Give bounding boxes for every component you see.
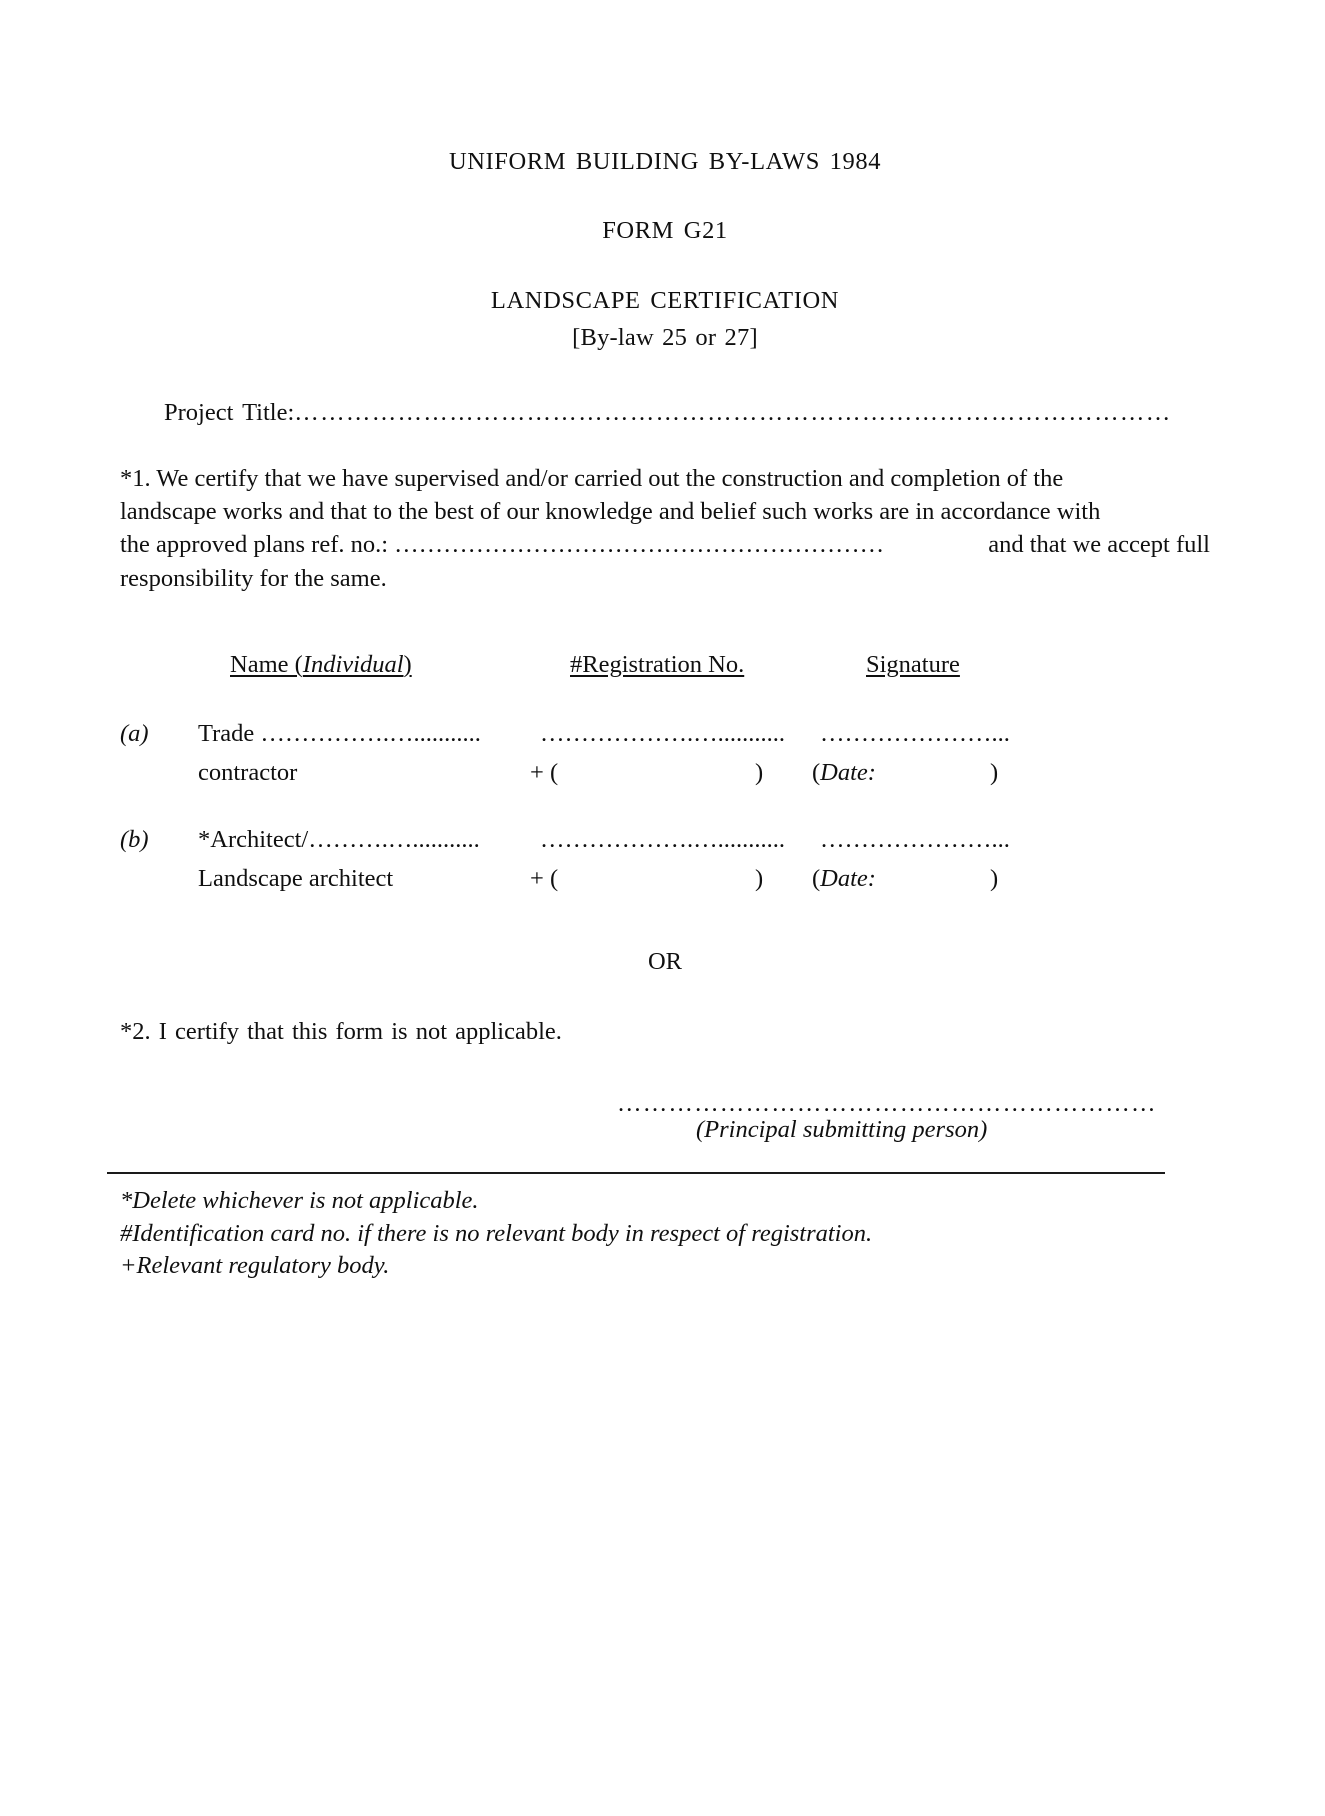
row-a-date-italic: Date: [820, 758, 876, 786]
row-b-date-label [812, 865, 876, 893]
bylaw-reference: [By-law 25 or 27] [572, 323, 758, 351]
footnote-delete: *Delete whichever is not applicable. [120, 1186, 479, 1214]
document-heading-block [120, 148, 1210, 352]
certification-table-header [120, 651, 1210, 683]
row-marker-b: (b) [120, 825, 149, 853]
project-title-label: Project Title: [164, 398, 295, 426]
clause-1-line-1: *1. We certify that we have supervised and/or carried out the construction and completion of the [120, 464, 1064, 492]
column-header-name [230, 651, 412, 679]
row-b-date-open: ( [812, 864, 821, 892]
principal-signature-label: (Principal submitting person) [696, 1115, 988, 1143]
or-separator: OR [647, 947, 683, 975]
clause-1-line-3 [120, 528, 1210, 561]
clause-1-line-2: landscape works and that to the best of our knowledge and belief such works are in accordance with [120, 498, 1101, 525]
form-title: LANDSCAPE CERTIFICATION [490, 287, 840, 315]
row-a-date-label [812, 759, 876, 787]
act-title: UNIFORM BUILDING BY-LAWS 1984 [448, 148, 882, 175]
form-number: FORM G21 [602, 217, 728, 245]
table-row [120, 720, 1210, 798]
footnote-list [120, 1185, 1210, 1283]
approved-plans-ref-field[interactable]: the approved plans ref. no.: …………………………………………………… [120, 531, 885, 559]
row-a-registration-body-open[interactable]: + ( [530, 758, 559, 786]
column-header-name-italic: Individual [302, 650, 404, 678]
column-header-name-text: Name ( [230, 650, 303, 678]
footnote-identification-card: #Identification card no. if there is no relevant body in respect of registration. [120, 1219, 873, 1247]
footnote-divider [107, 1172, 1165, 1174]
row-b-registration-body-open[interactable]: + ( [530, 864, 559, 892]
principal-signature-field[interactable]: ……………………………………………………… [617, 1089, 1157, 1117]
clause-1-paragraph [120, 462, 1210, 595]
row-b-date-close: ) [990, 864, 999, 892]
column-header-name-close: ) [403, 650, 412, 678]
clause-2-paragraph: *2. I certify that this form is not applicable. [120, 1017, 562, 1045]
row-b-signature-field[interactable]: …………………... [820, 825, 1010, 853]
column-header-signature: Signature [866, 650, 960, 678]
row-a-date-close: ) [990, 758, 999, 786]
row-a-signature-field[interactable]: …………………... [820, 719, 1010, 747]
document-body [120, 0, 1210, 1283]
row-b-name-field[interactable]: *Architect/……….…........... [198, 825, 480, 853]
row-a-name-field[interactable]: Trade …………….…........... [198, 719, 481, 747]
row-a-registration-field[interactable]: ……………….…........... [540, 719, 785, 747]
row-marker-a: (a) [120, 719, 149, 747]
column-header-registration: #Registration No. [570, 650, 745, 678]
project-title-field[interactable]: ………………………………………………………………………………………… [294, 398, 1172, 426]
row-a-name-role: contractor [198, 758, 298, 786]
principal-signature-block [120, 1090, 1210, 1154]
clause-1-line-3-tail: and that we accept full [988, 531, 1210, 559]
row-b-registration-field[interactable]: ……………….…........... [540, 825, 785, 853]
row-a-registration-body-close: ) [755, 758, 764, 786]
clause-1-line-4: responsibility for the same. [120, 564, 387, 592]
row-b-registration-body-close: ) [755, 864, 764, 892]
footnote-regulatory-body: +Relevant regulatory body. [120, 1252, 390, 1280]
row-b-date-italic: Date: [820, 864, 876, 892]
table-row [120, 826, 1210, 904]
row-a-date-open: ( [812, 758, 821, 786]
project-title-row [120, 399, 1210, 427]
row-b-name-role: Landscape architect [198, 864, 394, 892]
